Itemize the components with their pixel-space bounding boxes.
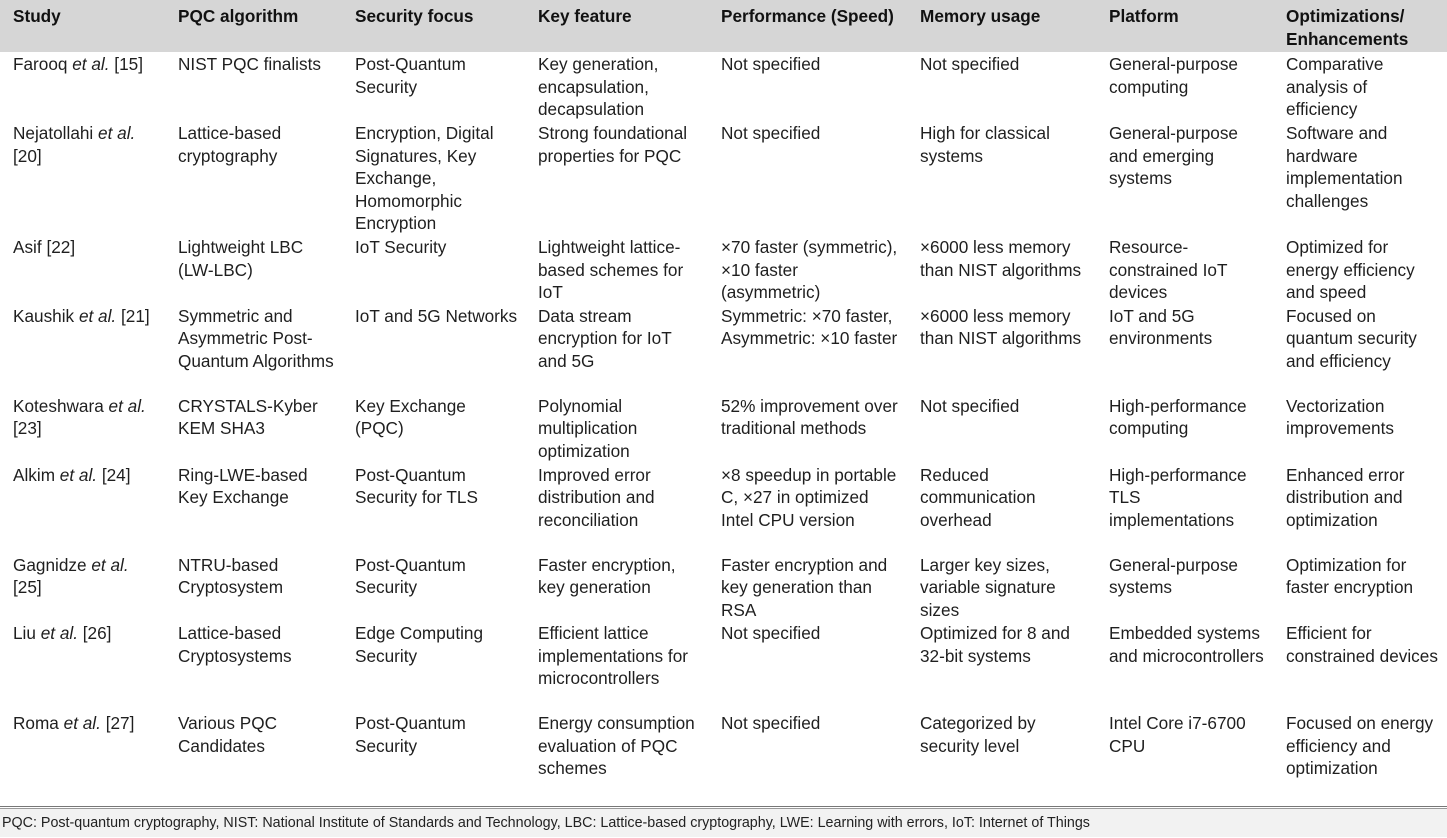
cell-security-focus: Key Exchange (PQC) [355, 395, 466, 439]
cell-memory-usage: Larger key sizes, variable signature sizes [920, 554, 1056, 620]
cell-memory-usage: Categorized by security level [920, 713, 1036, 756]
study-et-al: et al. [78, 305, 117, 326]
cell-performance: ×70 faster (symmetric), ×10 faster (asymmetric) [721, 236, 898, 303]
cell-key-feature: Improved error distribution and reconciliation [538, 464, 655, 530]
table-row [0, 463, 1447, 553]
cell-key-feature: Faster encryption, key generation [538, 554, 676, 598]
study-author: Asif [13, 236, 42, 257]
cell-algorithm: Lightweight LBC (LW-LBC) [178, 236, 304, 280]
study-reference: [15] [114, 54, 143, 75]
cell-performance: Symmetric: ×70 faster, Asymmetric: ×10 faster [721, 305, 898, 349]
table-row [0, 553, 1447, 622]
study-et-al: et al. [91, 554, 129, 575]
study-reference: [27] [105, 713, 135, 734]
cell-optimizations: Software and hardware implementation challenges [1286, 122, 1403, 211]
cell-platform: Embedded systems and microcontrollers [1109, 623, 1264, 666]
cell-security-focus: IoT and 5G Networks [355, 305, 518, 326]
table-row [0, 711, 1447, 801]
cell-optimizations: Comparative analysis of efficiency [1286, 54, 1384, 120]
cell-memory-usage: Reduced communication overhead [920, 464, 1036, 530]
cell-memory-usage: ×6000 less memory than NIST algorithms [920, 236, 1082, 280]
cell-memory-usage: ×6000 less memory than NIST algorithms [920, 305, 1082, 349]
cell-study [0, 621, 165, 711]
study-author: Alkim [13, 464, 56, 485]
cell-performance: Not specified [721, 713, 821, 734]
study-reference: [21] [120, 305, 150, 326]
header-optimizations: Optimizations/ Enhancements [1286, 6, 1409, 49]
study-reference: [25] [13, 577, 42, 598]
cell-study [0, 121, 165, 235]
cell-performance: Faster encryption and key generation than RSA [721, 554, 888, 620]
study-et-al: et al. [108, 395, 146, 416]
cell-optimizations: Optimization for faster encryption [1286, 554, 1414, 598]
table-row [0, 394, 1447, 463]
cell-security-focus: Post-Quantum Security [355, 713, 466, 756]
cell-platform: High-performance computing [1109, 395, 1247, 439]
header-memory-usage: Memory usage [920, 6, 1041, 26]
cell-platform: General-purpose systems [1109, 554, 1238, 598]
study-author: Kaushik [13, 305, 75, 326]
study-et-al: et al. [72, 54, 110, 75]
cell-study [0, 463, 165, 553]
cell-optimizations: Optimized for energy efficiency and speed [1286, 236, 1415, 303]
cell-study [0, 235, 165, 304]
header-security-focus: Security focus [355, 6, 474, 26]
cell-platform: IoT and 5G environments [1109, 305, 1213, 349]
cell-study [0, 711, 165, 801]
cell-algorithm: CRYSTALS-Kyber KEM SHA3 [178, 395, 318, 439]
cell-performance: 52% improvement over traditional methods [721, 395, 898, 439]
study-et-al: et al. [98, 122, 136, 143]
cell-study [0, 394, 165, 463]
cell-algorithm: Lattice-based Cryptosystems [178, 623, 292, 666]
cell-key-feature: Key generation, encapsulation, decapsulation [538, 54, 659, 120]
table-footnote: PQC: Post-quantum cryptography, NIST: National Institute of Standards and Technology, LBC: Lattice-based cryptography, LWE: Learning with errors, IoT: Internet of Things [0, 808, 1447, 837]
header-platform: Platform [1109, 6, 1179, 26]
header-key-feature: Key feature [538, 6, 632, 26]
study-et-al: et al. [40, 623, 78, 644]
cell-platform: General-purpose computing [1109, 54, 1238, 97]
study-et-al: et al. [59, 464, 98, 485]
cell-security-focus: Post-Quantum Security for TLS [355, 464, 478, 508]
cell-platform: Intel Core i7-6700 CPU [1109, 713, 1246, 756]
cell-memory-usage: Not specified [920, 54, 1020, 75]
cell-optimizations: Efficient for constrained devices [1286, 623, 1438, 666]
table-row [0, 52, 1447, 121]
study-reference: [24] [101, 464, 131, 485]
study-author: Koteshwara [13, 395, 104, 416]
header-pqc-algorithm: PQC algorithm [178, 6, 299, 26]
cell-study [0, 553, 165, 622]
study-author: Gagnidze [13, 554, 87, 575]
study-reference: [23] [13, 418, 42, 439]
table-row [0, 304, 1447, 394]
cell-algorithm: NTRU-based Cryptosystem [178, 554, 284, 598]
cell-memory-usage: Optimized for 8 and 32-bit systems [920, 623, 1070, 666]
cell-algorithm: Symmetric and Asymmetric Post-Quantum Algorithms [178, 305, 334, 371]
table-bottom-rule [0, 806, 1447, 807]
cell-optimizations: Vectorization improvements [1286, 395, 1394, 439]
cell-security-focus: Post-Quantum Security [355, 54, 466, 97]
cell-security-focus: IoT Security [355, 236, 447, 257]
study-reference: [20] [13, 145, 42, 166]
cell-platform: High-performance TLS implementations [1109, 464, 1247, 530]
cell-optimizations: Focused on energy efficiency and optimization [1286, 713, 1434, 779]
cell-algorithm: Lattice-based cryptography [178, 122, 282, 166]
cell-study [0, 52, 165, 121]
cell-platform: General-purpose and emerging systems [1109, 122, 1238, 189]
header-study: Study [13, 6, 61, 26]
cell-security-focus: Edge Computing Security [355, 623, 484, 666]
cell-key-feature: Efficient lattice implementations for microcontrollers [538, 623, 688, 689]
study-author: Liu [13, 623, 36, 644]
cell-key-feature: Lightweight lattice-based schemes for IoT [538, 236, 684, 303]
table-row [0, 235, 1447, 304]
header-performance: Performance (Speed) [721, 6, 894, 26]
cell-security-focus: Post-Quantum Security [355, 554, 466, 598]
study-reference: [22] [46, 236, 76, 257]
table-row [0, 121, 1447, 235]
cell-security-focus: Encryption, Digital Signatures, Key Exchange, Homomorphic Encryption [355, 122, 494, 234]
cell-performance: Not specified [721, 623, 821, 644]
study-et-al: et al. [63, 713, 101, 734]
cell-algorithm: Ring-LWE-based Key Exchange [178, 464, 308, 508]
table-header-row [0, 0, 1447, 52]
cell-memory-usage: Not specified [920, 395, 1020, 416]
cell-platform: Resource-constrained IoT devices [1109, 236, 1228, 303]
cell-algorithm: Various PQC Candidates [178, 713, 278, 756]
study-author: Nejatollahi [13, 122, 94, 143]
table-row [0, 621, 1447, 711]
cell-optimizations: Enhanced error distribution and optimization [1286, 464, 1405, 530]
cell-optimizations: Focused on quantum security and efficiency [1286, 305, 1417, 371]
study-reference: [26] [82, 623, 112, 644]
cell-memory-usage: High for classical systems [920, 122, 1050, 166]
cell-key-feature: Energy consumption evaluation of PQC schemes [538, 713, 695, 779]
cell-key-feature: Strong foundational properties for PQC [538, 122, 688, 166]
study-author: Farooq [13, 54, 68, 75]
study-author: Roma [13, 713, 59, 734]
cell-performance: Not specified [721, 54, 821, 75]
cell-performance: ×8 speedup in portable C, ×27 in optimized Intel CPU version [721, 464, 897, 530]
cell-key-feature: Data stream encryption for IoT and 5G [538, 305, 672, 371]
cell-study [0, 304, 165, 394]
cell-key-feature: Polynomial multiplication optimization [538, 395, 638, 461]
cell-algorithm: NIST PQC finalists [178, 54, 321, 75]
cell-performance: Not specified [721, 122, 821, 143]
